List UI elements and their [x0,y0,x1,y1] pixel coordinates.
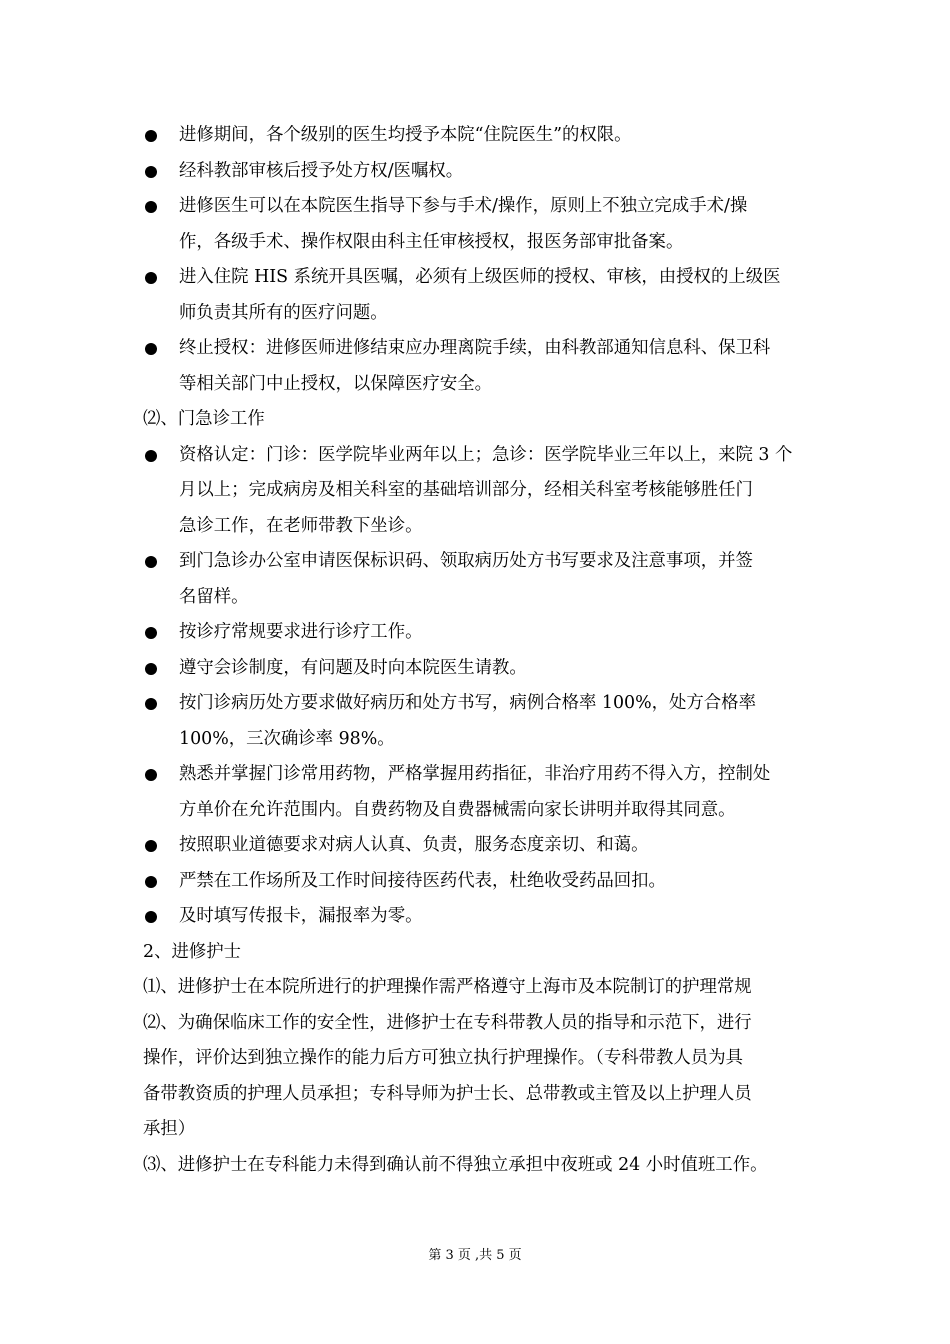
bullet-text-line: 月以上；完成病房及相关科室的基础培训部分，经相关科室考核能够胜任门 [179,480,753,500]
bullet-item [143,189,813,260]
bullet-text-line: 终止授权：进修医师进修结束应办理离院手续，由科教部通知信息科、保卫科 [179,338,771,358]
paragraph [143,1006,813,1148]
bullet-item [143,615,813,651]
bullet-item [143,686,813,757]
bullet-dot-icon [145,166,157,178]
bullet-text-line: 及时填写传报卡，漏报率为零。 [179,906,423,926]
bullet-dot-icon [145,556,157,568]
bullet-text-line: 名留样。 [179,586,249,607]
bullet-item [143,154,813,190]
bullet-dot-icon [145,876,157,888]
bullet-text-line: 资格认定：门诊：医学院毕业两年以上；急诊：医学院毕业三年以上，来院 3 个 [179,444,793,465]
bullet-dot-icon [145,840,157,852]
bullet-item [143,864,813,900]
paragraph-line: 操作，评价达到独立操作的能力后方可独立执行护理操作。（专科带教人员为具 [143,1048,743,1068]
bullet-item [143,438,813,545]
bullet-item [143,899,813,935]
document-body [143,118,813,1183]
bullet-item [143,757,813,828]
bullet-text-line: 100%，三次确诊率 98%。 [179,728,395,749]
bullet-item [143,118,813,154]
bullet-text-line: 进修期间，各个级别的医生均授予本院“住院医生”的权限。 [179,125,632,145]
bullet-text-line: 急诊工作，在老师带教下坐诊。 [179,515,423,536]
bullet-item [143,260,813,331]
bullet-item [143,331,813,402]
page-footer: 第 3 页 ,共 5 页 [428,1248,522,1263]
paragraph-line: ⑴、进修护士在本院所进行的护理操作需严格遵守上海市及本院制订的护理常规 [143,977,752,997]
paragraph [143,1148,813,1184]
paragraph-line: 备带教资质的护理人员承担；专科导师为护士长、总带教或主管及以上护理人员 [143,1083,752,1104]
bullet-dot-icon [145,450,157,462]
bullet-dot-icon [145,911,157,923]
paragraph [143,970,813,1006]
bullet-text-line: 按诊疗常规要求进行诊疗工作。 [179,622,423,642]
paragraph [143,402,813,438]
bullet-item [143,828,813,864]
bullet-text-line: 严禁在工作场所及工作时间接待医药代表，杜绝收受药品回扣。 [179,870,666,891]
bullet-text-line: 到门急诊办公室申请医保标识码、领取病历处方书写要求及注意事项，并签 [179,551,753,571]
bullet-text-line: 熟悉并掌握门诊常用药物，严格掌握用药指征，非治疗用药不得入方，控制处 [179,764,771,784]
bullet-text-line: 方单价在允许范围内。自费药物及自费器械需向家长讲明并取得其同意。 [179,799,736,820]
bullet-text-line: 等相关部门中止授权，以保障医疗安全。 [179,373,493,394]
paragraph [143,935,813,971]
bullet-dot-icon [145,698,157,710]
bullet-dot-icon [145,769,157,781]
paragraph-line: ⑵、为确保临床工作的安全性，进修护士在专科带教人员的指导和示范下，进行 [143,1012,752,1033]
bullet-text-line: 按门诊病历处方要求做好病历和处方书写，病例合格率 100%，处方合格率 [179,693,756,713]
bullet-item [143,544,813,615]
bullet-dot-icon [145,272,157,284]
bullet-text-line: 按照职业道德要求对病人认真、负责，服务态度亲切、和蔼。 [179,835,649,855]
bullet-text-line: 进修医生可以在本院医生指导下参与手术/操作，原则上不独立完成手术/操 [179,196,748,216]
bullet-text-line: 遵守会诊制度，有问题及时向本院医生请教。 [179,657,527,678]
paragraph-line: ⑶、进修护士在专科能力未得到确认前不得独立承担中夜班或 24 小时值班工作。 [143,1154,768,1175]
bullet-text-line: 进入住院 HIS 系统开具医嘱，必须有上级医师的授权、审核，由授权的上级医 [179,267,781,287]
bullet-dot-icon [145,343,157,355]
paragraph-line: 2、进修护士 [143,941,242,962]
bullet-dot-icon [145,130,157,142]
bullet-dot-icon [145,663,157,675]
bullet-dot-icon [145,201,157,213]
bullet-dot-icon [145,627,157,639]
bullet-text-line: 经科教部审核后授予处方权/医嘱权。 [179,160,464,181]
bullet-item [143,651,813,687]
paragraph-line: ⑵、门急诊工作 [143,409,265,429]
paragraph-line: 承担） [143,1119,196,1139]
bullet-text-line: 作，各级手术、操作权限由科主任审核授权，报医务部审批备案。 [179,231,684,252]
bullet-text-line: 师负责其所有的医疗问题。 [179,302,388,323]
